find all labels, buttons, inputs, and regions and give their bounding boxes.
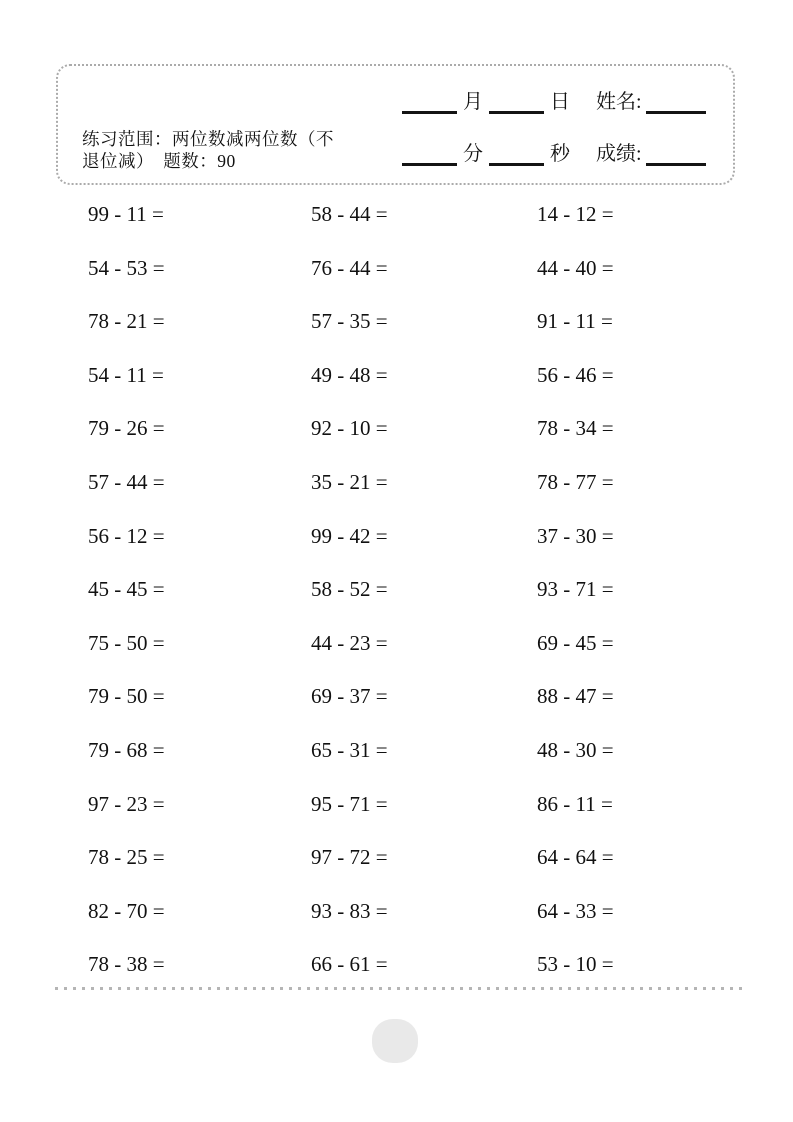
name-label: 姓名: — [596, 91, 642, 113]
problem-expression: 54 - 11 = — [88, 362, 164, 387]
problem-expression: 54 - 53 = — [88, 255, 165, 280]
problem-expression: 64 - 33 = — [537, 898, 614, 923]
problem-expression: 82 - 70 = — [88, 898, 165, 923]
minute-blank — [402, 144, 457, 166]
problem-expression: 95 - 71 = — [311, 791, 388, 816]
name-blank — [646, 92, 706, 114]
minute-label: 分 — [463, 143, 483, 165]
problem-expression: 44 - 23 = — [311, 630, 388, 655]
score-label: 成绩: — [596, 143, 642, 165]
problem-expression: 75 - 50 = — [88, 630, 165, 655]
problem-expression: 86 - 11 = — [537, 791, 613, 816]
problem-expression: 92 - 10 = — [311, 416, 388, 441]
day-label: 日 — [550, 91, 570, 113]
problem-expression: 58 - 44 = — [311, 202, 388, 226]
problem-expression: 48 - 30 = — [537, 737, 614, 762]
problem-expression: 69 - 45 = — [537, 630, 614, 655]
problem-expression: 66 - 61 = — [311, 952, 388, 977]
second-label: 秒 — [550, 143, 570, 165]
problem-expression: 78 - 21 = — [88, 309, 165, 334]
problem-expression: 78 - 77 = — [537, 469, 614, 494]
problem-expression: 79 - 68 = — [88, 737, 165, 762]
problem-expression: 35 - 21 = — [311, 469, 388, 494]
problem-expression: 97 - 72 = — [311, 845, 388, 870]
second-blank — [489, 144, 544, 166]
problem-expression: 14 - 12 = — [537, 202, 614, 226]
problem-expression: 79 - 50 = — [88, 684, 165, 709]
problem-expression: 65 - 31 = — [311, 737, 388, 762]
problem-expression: 37 - 30 = — [537, 523, 614, 548]
problem-expression: 58 - 52 = — [311, 577, 388, 602]
worksheet-header-box — [56, 64, 735, 185]
cut-line-divider — [55, 987, 745, 990]
problem-expression: 78 - 38 = — [88, 952, 165, 977]
problem-expression: 57 - 44 = — [88, 469, 165, 494]
score-blank — [646, 144, 706, 166]
problem-expression: 64 - 64 = — [537, 845, 614, 870]
practice-scope-text — [82, 128, 352, 172]
problem-expression: 79 - 26 = — [88, 416, 165, 441]
problem-expression: 88 - 47 = — [537, 684, 614, 709]
problem-expression: 45 - 45 = — [88, 577, 165, 602]
problem-expression: 99 - 42 = — [311, 523, 388, 548]
problem-expression: 69 - 37 = — [311, 684, 388, 709]
month-blank — [402, 92, 457, 114]
problem-expression: 93 - 83 = — [311, 898, 388, 923]
date-name-row — [402, 88, 706, 114]
day-blank — [489, 92, 544, 114]
problem-expression: 78 - 34 = — [537, 416, 614, 441]
problem-expression: 97 - 23 = — [88, 791, 165, 816]
problem-expression: 78 - 25 = — [88, 845, 165, 870]
problem-expression: 53 - 10 = — [537, 952, 614, 977]
problem-expression: 99 - 11 = — [88, 202, 164, 226]
problem-expression: 44 - 40 = — [537, 255, 614, 280]
problem-expression: 56 - 46 = — [537, 362, 614, 387]
month-label: 月 — [463, 91, 483, 113]
problem-expression: 56 - 12 = — [88, 523, 165, 548]
problems-grid — [88, 196, 737, 1000]
practice-scope-line-2: 退位减） 题数：90 — [82, 151, 236, 171]
problem-expression: 49 - 48 = — [311, 362, 388, 387]
practice-scope-line-1: 练习范围：两位数减两位数（不 — [82, 129, 334, 149]
time-score-row — [402, 140, 706, 166]
problem-expression: 93 - 71 = — [537, 577, 614, 602]
problem-expression: 76 - 44 = — [311, 255, 388, 280]
problem-expression: 57 - 35 = — [311, 309, 388, 334]
problem-expression: 91 - 11 = — [537, 309, 613, 334]
page-thumb-blob — [372, 1019, 418, 1063]
